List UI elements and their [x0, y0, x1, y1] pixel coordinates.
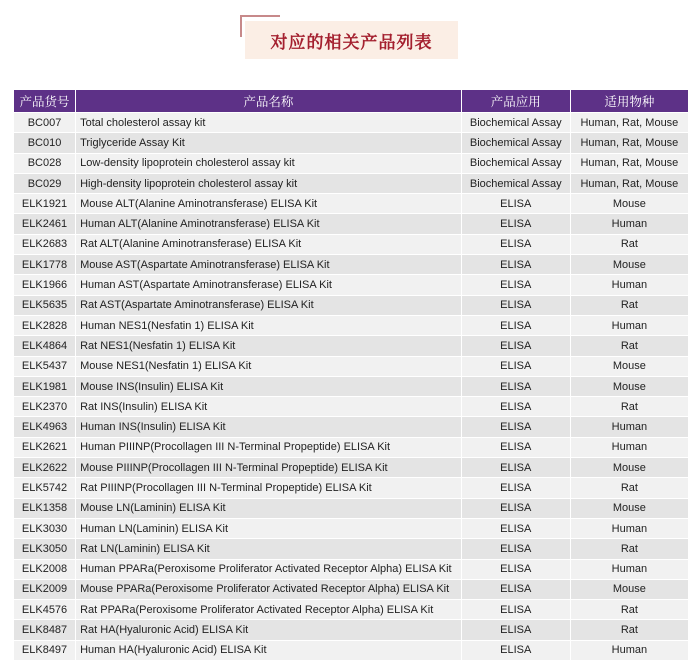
species-cell: Human, Rat, Mouse — [571, 174, 688, 193]
product-name-cell: Mouse PIIINP(Procollagen III N-Terminal Propeptide) ELISA Kit — [76, 458, 461, 477]
species-cell: Human, Rat, Mouse — [571, 133, 688, 152]
product-code-cell: ELK2461 — [14, 214, 75, 233]
species-cell: Mouse — [571, 499, 688, 518]
product-name-cell: Human HA(Hyaluronic Acid) ELISA Kit — [76, 641, 461, 660]
product-name-cell: Mouse ALT(Alanine Aminotransferase) ELISA Kit — [76, 194, 461, 213]
table-row — [14, 620, 688, 639]
species-cell: Human, Rat, Mouse — [571, 113, 688, 132]
product-code-cell: ELK2009 — [14, 580, 75, 599]
product-code-cell: ELK5742 — [14, 478, 75, 497]
product-code-cell: ELK2370 — [14, 397, 75, 416]
table-row — [14, 336, 688, 355]
species-cell: Rat — [571, 478, 688, 497]
product-application-cell: ELISA — [462, 560, 570, 579]
table-row — [14, 458, 688, 477]
table-row — [14, 560, 688, 579]
product-code-cell: ELK2621 — [14, 438, 75, 457]
table-row — [14, 214, 688, 233]
product-name-cell: Mouse INS(Insulin) ELISA Kit — [76, 377, 461, 396]
product-code-cell: ELK2683 — [14, 235, 75, 254]
product-code-cell: ELK3030 — [14, 519, 75, 538]
product-application-cell: ELISA — [462, 316, 570, 335]
species-cell: Mouse — [571, 458, 688, 477]
product-name-cell: Human INS(Insulin) ELISA Kit — [76, 417, 461, 436]
product-name-cell: High-density lipoprotein cholesterol assay kit — [76, 174, 461, 193]
product-name-cell: Human NES1(Nesfatin 1) ELISA Kit — [76, 316, 461, 335]
species-cell: Human — [571, 275, 688, 294]
species-cell: Mouse — [571, 580, 688, 599]
table-row — [14, 154, 688, 173]
table-row — [14, 600, 688, 619]
product-name-cell: Rat HA(Hyaluronic Acid) ELISA Kit — [76, 620, 461, 639]
species-cell: Rat — [571, 397, 688, 416]
table-row — [14, 296, 688, 315]
product-code-cell: BC007 — [14, 113, 75, 132]
product-application-cell: ELISA — [462, 620, 570, 639]
table-row — [14, 194, 688, 213]
table-row — [14, 580, 688, 599]
species-cell: Mouse — [571, 377, 688, 396]
header-product-application: 产品应用 — [462, 90, 570, 112]
product-application-cell: ELISA — [462, 519, 570, 538]
product-application-cell: ELISA — [462, 417, 570, 436]
table-row — [14, 235, 688, 254]
product-name-cell: Human PPARa(Peroxisome Proliferator Activated Receptor Alpha) ELISA Kit — [76, 560, 461, 579]
product-name-cell: Triglyceride Assay Kit — [76, 133, 461, 152]
table-row — [14, 174, 688, 193]
product-application-cell: ELISA — [462, 214, 570, 233]
product-application-cell: ELISA — [462, 336, 570, 355]
product-application-cell: ELISA — [462, 275, 570, 294]
product-table-body — [14, 113, 688, 660]
product-application-cell: ELISA — [462, 357, 570, 376]
product-application-cell: ELISA — [462, 194, 570, 213]
species-cell: Rat — [571, 620, 688, 639]
product-code-cell: BC010 — [14, 133, 75, 152]
product-code-cell: ELK3050 — [14, 539, 75, 558]
product-name-cell: Total cholesterol assay kit — [76, 113, 461, 132]
table-row — [14, 499, 688, 518]
product-name-cell: Rat LN(Laminin) ELISA Kit — [76, 539, 461, 558]
product-name-cell: Rat AST(Aspartate Aminotransferase) ELISA Kit — [76, 296, 461, 315]
product-application-cell: Biochemical Assay — [462, 154, 570, 173]
table-row — [14, 275, 688, 294]
product-name-cell: Rat PIIINP(Procollagen III N-Terminal Propeptide) ELISA Kit — [76, 478, 461, 497]
product-application-cell: ELISA — [462, 600, 570, 619]
header-row — [14, 90, 688, 112]
page-title: 对应的相关产品列表 — [245, 21, 458, 59]
product-name-cell: Rat PPARa(Peroxisome Proliferator Activated Receptor Alpha) ELISA Kit — [76, 600, 461, 619]
product-name-cell: Mouse PPARa(Peroxisome Proliferator Activated Receptor Alpha) ELISA Kit — [76, 580, 461, 599]
product-code-cell: ELK2008 — [14, 560, 75, 579]
species-cell: Human — [571, 519, 688, 538]
product-code-cell: ELK2828 — [14, 316, 75, 335]
title-corner-decoration — [240, 15, 280, 17]
product-application-cell: Biochemical Assay — [462, 174, 570, 193]
product-application-cell: ELISA — [462, 235, 570, 254]
species-cell: Human — [571, 438, 688, 457]
species-cell: Rat — [571, 296, 688, 315]
product-name-cell: Low-density lipoprotein cholesterol assay kit — [76, 154, 461, 173]
table-row — [14, 316, 688, 335]
species-cell: Rat — [571, 336, 688, 355]
product-name-cell: Mouse NES1(Nesfatin 1) ELISA Kit — [76, 357, 461, 376]
product-application-cell: Biochemical Assay — [462, 113, 570, 132]
header-product-name: 产品名称 — [76, 90, 461, 112]
product-name-cell: Human LN(Laminin) ELISA Kit — [76, 519, 461, 538]
product-code-cell: ELK4963 — [14, 417, 75, 436]
table-row — [14, 255, 688, 274]
product-code-cell: ELK1358 — [14, 499, 75, 518]
product-name-cell: Rat INS(Insulin) ELISA Kit — [76, 397, 461, 416]
product-name-cell: Human ALT(Alanine Aminotransferase) ELISA Kit — [76, 214, 461, 233]
product-code-cell: ELK5437 — [14, 357, 75, 376]
table-row — [14, 357, 688, 376]
product-application-cell: ELISA — [462, 458, 570, 477]
product-code-cell: ELK8487 — [14, 620, 75, 639]
title-corner-decoration-vertical — [240, 15, 242, 37]
product-application-cell: ELISA — [462, 478, 570, 497]
table-row — [14, 519, 688, 538]
product-code-cell: ELK1981 — [14, 377, 75, 396]
species-cell: Mouse — [571, 357, 688, 376]
species-cell: Mouse — [571, 194, 688, 213]
table-row — [14, 397, 688, 416]
table-row — [14, 133, 688, 152]
species-cell: Rat — [571, 235, 688, 254]
product-code-cell: ELK2622 — [14, 458, 75, 477]
product-code-cell: ELK4864 — [14, 336, 75, 355]
product-name-cell: Human PIIINP(Procollagen III N-Terminal Propeptide) ELISA Kit — [76, 438, 461, 457]
product-application-cell: ELISA — [462, 438, 570, 457]
species-cell: Human — [571, 214, 688, 233]
species-cell: Rat — [571, 539, 688, 558]
table-row — [14, 641, 688, 660]
species-cell: Human — [571, 560, 688, 579]
product-name-cell: Rat NES1(Nesfatin 1) ELISA Kit — [76, 336, 461, 355]
product-application-cell: Biochemical Assay — [462, 133, 570, 152]
table-row — [14, 478, 688, 497]
species-cell: Human, Rat, Mouse — [571, 154, 688, 173]
product-code-cell: BC028 — [14, 154, 75, 173]
product-application-cell: ELISA — [462, 255, 570, 274]
product-application-cell: ELISA — [462, 539, 570, 558]
header-product-code: 产品货号 — [14, 90, 75, 112]
header-species: 适用物种 — [571, 90, 688, 112]
table-row — [14, 113, 688, 132]
product-code-cell: ELK8497 — [14, 641, 75, 660]
species-cell: Mouse — [571, 255, 688, 274]
species-cell: Human — [571, 417, 688, 436]
product-code-cell: ELK1966 — [14, 275, 75, 294]
product-code-cell: ELK4576 — [14, 600, 75, 619]
table-row — [14, 377, 688, 396]
species-cell: Rat — [571, 600, 688, 619]
product-application-cell: ELISA — [462, 580, 570, 599]
product-table-header — [14, 90, 688, 112]
product-name-cell: Human AST(Aspartate Aminotransferase) ELISA Kit — [76, 275, 461, 294]
product-code-cell: ELK1778 — [14, 255, 75, 274]
product-application-cell: ELISA — [462, 296, 570, 315]
product-code-cell: BC029 — [14, 174, 75, 193]
product-code-cell: ELK1921 — [14, 194, 75, 213]
table-row — [14, 438, 688, 457]
species-cell: Human — [571, 641, 688, 660]
product-name-cell: Rat ALT(Alanine Aminotransferase) ELISA Kit — [76, 235, 461, 254]
product-name-cell: Mouse AST(Aspartate Aminotransferase) ELISA Kit — [76, 255, 461, 274]
product-table — [13, 89, 689, 661]
table-row — [14, 539, 688, 558]
product-application-cell: ELISA — [462, 377, 570, 396]
page-title-banner — [240, 15, 458, 60]
product-application-cell: ELISA — [462, 499, 570, 518]
product-code-cell: ELK5635 — [14, 296, 75, 315]
table-row — [14, 417, 688, 436]
species-cell: Human — [571, 316, 688, 335]
product-application-cell: ELISA — [462, 397, 570, 416]
product-name-cell: Mouse LN(Laminin) ELISA Kit — [76, 499, 461, 518]
product-application-cell: ELISA — [462, 641, 570, 660]
